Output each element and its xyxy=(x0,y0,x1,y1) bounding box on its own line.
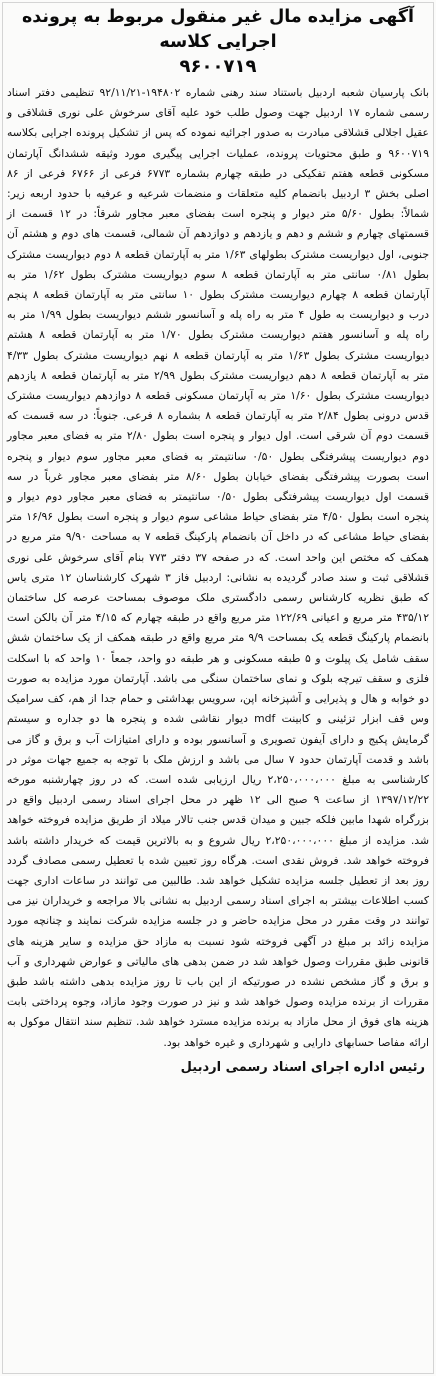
notice-title: آگهی مزایده مال غیر منقول مربوط به پرونده اجرایی کلاسه xyxy=(21,7,415,52)
signature-line: رئیس اداره اجرای اسناد رسمی اردبیل xyxy=(180,1059,425,1075)
notice-body: بانک پارسیان شعبه اردبیل باستناد سند رهنی شماره ۱۹۴۸۰۲-۹۲/۱۱/۲۱ تنظیمی دفتر اسناد رسمی شماره ۱۷ اردبیل جهت وصول طلب خود علیه آقای سرخوش علی نوری قشلاقی و عقیل اجلالی قشلاقی مبادرت به صدور اجرائیه نموده که پس از تشکیل پرونده اجرایی بکلاسه ۹۶۰۰۷۱۹ و طبق محتویات پرونده، عملیات اجرایی پیگیری مورد وثیقه ششدانگ آپارتمان مسکونی قطعه هفتم تفکیکی در طبقه چهارم بشماره ۶۷۷۳ فرعی از ۶۷۶۶ فرعی از ۸۶ اصلی بخش ۳ اردبیل بانضمام کلیه متعلقات و منضمات شرعیه و عرفیه با حدود اربعه زیر: شمالاً: بطول ۵/۶۰ متر دیوار و پنجره است بفضای معبر مجاور شرقاً: در ۱۲ قسمت از قسمتهای چهارم و ششم و دهم و یازدهم و دوازدهم آن شمالی، قسمت های دوم و هشتم آن جنوبی، اول دیواریست مشترک بطولهای ۱/۶۳ متر به آپارتمان قطعه ۸ دوم دیواریست مشترک بطول ۰/۸۱ سانتی متر به آپارتمان قطعه ۸ سوم دیواریست مشترک بطول ۱/۶۲ متر به آپارتمان قطعه ۸ چهارم دیواریست مشترک بطول ۱۰ سانتی متر به آپارتمان قطعه ۸ پنجم درب و دیواریست به طول ۴ متر به راه پله و آسانسور ششم دیواریست بطول ۱/۹۹ متر به راه پله و آسانسور هفتم دیواریست مشترک بطول ۱/۷۰ متر به آپارتمان قطعه ۸ هشتم دیواریست مشترک بطول ۱/۶۳ متر به آپارتمان قطعه ۸ نهم دیواریست مشترک بطول ۴/۳۳ متر به آپارتمان قطعه ۸ دهم دیواریست مشترک بطول ۲/۹۹ متر به آپارتمان قطعه ۸ یازدهم دیواریست مشترک بطول ۱/۶۰ متر به آپارتمان مسکونی قطعه ۸ دوازدهم دیواریست مشترک قدس درونی بطول ۲/۸۴ متر به آپارتمان قطعه ۸ بشماره ۸ فرعی. جنوباً: در سه قسمت که قسمت دوم آن شرقی است. اول دیوار و پنجره است بطول ۲/۸۰ متر به فضای معبر مجاور دوم دیواریست پیشرفتگی بطول ۰/۵۰ سانتیمتر به فضای معبر مجاور سوم دیوار و پنجره است بصورت پیشرفتگی بفضای خیابان بطول ۸/۶۰ متر بفضای معبر مجاور غرباً در سه قسمت اول دیواریست پیشرفتگی بطول ۰/۵۰ سانتیمتر به فضای معبر مجاور دوم دیوار و پنجره است بطول ۴/۵۰ متر بفضای حیاط مشاعی سوم دیوار و پنجره است بطول ۱۶/۹۶ متر بفضای حیاط مشاعی که در داخل آن بانضمام پارکینگ قطعه ۷ به مساحت ۹/۹۰ متر مربع در همکف که مختص این واحد است. که در صفحه ۳۷ دفتر ۷۷۳ بنام آقای سرخوش علی نوری قشلاقی ثبت و سند صادر گردیده به نشانی: اردبیل فاز ۳ شهرک کارشناسان ۱۲ متری یاس که طبق نظریه کارشناس رسمی دادگستری ملک موصوف بمساحت عرصه کل ساختمان ۴۳۵/۱۲ متر مربع و اعیانی ۱۲۲/۶۹ متر مربع واقع در طبقه چهارم که ۴/۱۵ متر آن بالکن است بانضمام پارکینگ قطعه یک بمساحت ۹/۹ متر مربع واقع در طبقه همکف از یک ساختمان شش سقف شامل یک پیلوت و ۵ طبقه مسکونی و هر طبقه دو واحد، جمعاً ۱۰ واحد که با اسکلت فلزی و سقف تیرچه بلوک و نمای ساختمان سنگی می باشد. آپارتمان مورد مزایده به صورت دو خوابه و هال و پذیرایی و آشپزخانه اپن، سرویس بهداشتی و حمام جدا از هم، کف سرامیک وس قف ابزار تزئینی و کابینت mdf دیوار نقاشی شده و پنجره ها دو جداره و سیستم گرمایش پکیج و دارای آیفون تصویری و آسانسور بوده و دارای امتیازات آب و برق و گاز می باشد و قدمت آپارتمان حدود ۷ سال می باشد و ارزش ملک با توجه به جمیع جهات موثر در کارشناسی به مبلغ ۲،۲۵۰،۰۰۰،۰۰۰ ریال ارزیابی شده است. که در روز چهارشنبه مورخه ۱۳۹۷/۱۲/۲۲ از ساعت ۹ صبح الی ۱۲ ظهر در محل اجرای اسناد رسمی اردبیل واقع در بزرگراه شهدا مابین فلکه جبین و میدان قدس جنب تالار میلاد از طریق مزایده فروخته خواهد شد. مزایده از مبلغ ۲،۲۵۰،۰۰۰،۰۰۰ ریال شروع و به بالاترین قیمت که خریدار داشته باشد فروخته خواهد شد. فروش نقدی است. هرگاه روز تعیین شده با تعطیل رسمی مصادف گردد روز بعد از تعطیل جلسه مزایده تشکیل خواهد شد. طالبین می توانند در ساعات اداری جهت کسب اطلاعات بیشتر به اجرای اسناد رسمی اردبیل به نشانی بالا مراجعه و خریداران نیز می توانند در وقت مقرر در محل مزایده حاضر و در جلسه مزایده شرکت نمایند و چنانچه مورد مزایده زائد بر مبلغ در آگهی فروخته شود نسبت به مازاد حق مزایده و سایر هزینه های قانونی طبق مقررات وصول خواهد شد در ضمن بدهی های مالیاتی و عوارض شهرداری و آب و برق و گاز مشخص نشده در صورتیکه از این باب تا روز مزایده بدهی داشته باشد طبق مقررات از برنده مزایده وصول خواهد شد و نیز در صورت وجود مازاد، وجوه پرداختی بابت هزینه های فوق از محل مازاد به برنده مزایده مسترد خواهد شد. تنظیم سند انتقال موکول به ارائه مفاصا حسابهای دارایی و شهرداری و غیره خواهد بود. xyxy=(7,86,430,1049)
case-file-number: ۹۶۰۰۷۱۹ xyxy=(179,56,257,77)
